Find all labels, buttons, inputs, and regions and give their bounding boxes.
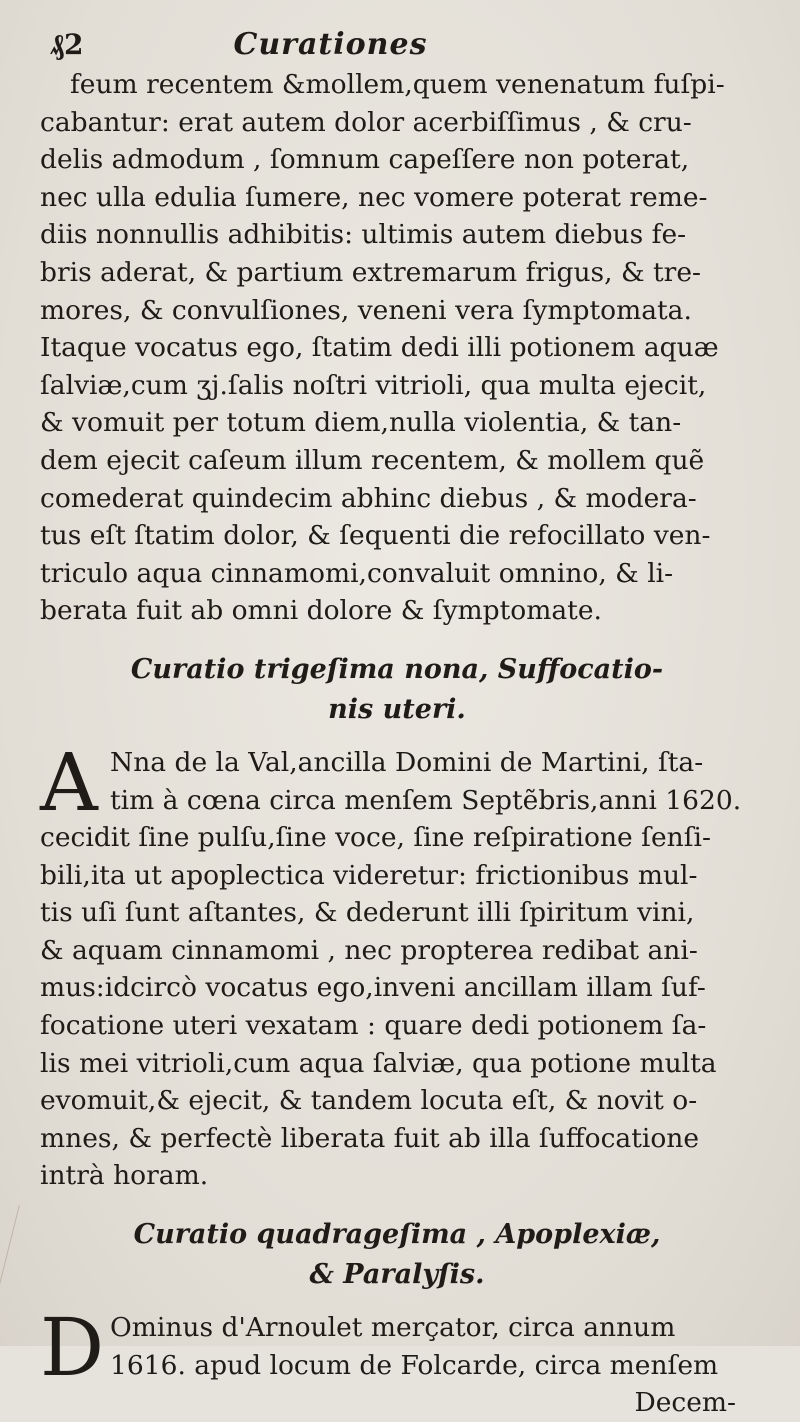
text-line: Ominus d'Arnoulet merçator, circa annum [110,1312,676,1344]
text-line: Nna de la Val,ancilla Domini de Martini, ſta- [110,746,704,778]
text-line: berata fuit ab omni dolore & ſymptomate. [40,595,602,627]
text-line: ſalviæ,cum ʒj.ſalis noſtri vitrioli, qua multa ejecit, [40,369,707,401]
text-line: dem ejecit caſeum illum recentem, & mollem quẽ [40,444,705,476]
heading-line: nis uteri. [328,693,466,725]
catchword: Decem- [634,1387,736,1419]
drop-cap: D [40,1301,105,1395]
text-line: Itaque vocatus ego, ſtatim dedi illi potionem aquæ [40,332,719,364]
paragraph-2 [40,735,754,1195]
heading-line: Curatio quadrageſima , Apoplexiæ, [133,1219,661,1251]
text-line: & aquam cinnamomi , nec propterea redibat ani- [40,934,698,966]
text-line: nec ulla edulia ſumere, nec vomere poterat reme- [40,181,708,213]
paragraph-3 [40,1301,754,1422]
text-line: lis mei vitrioli,cum aqua ſalviæ, qua potione multa [40,1047,717,1079]
text-line: feum recentem &mollem,quem venenatum fuſpi- [70,69,725,100]
text-line: cabantur: erat autem dolor acerbiſſimus , & cru- [40,106,692,138]
text-line: 1616. apud locum de Folcarde, circa menſem [110,1349,719,1381]
text-line: bris aderat, & partium extremarum frigus, & tre- [40,256,701,288]
page-number: ₰2 [50,28,84,61]
text-line: mus:idcircò vocatus ego,inveni ancillam illam ſuf- [40,972,706,1004]
running-head [40,28,754,66]
text-line: focatione uteri vexatam : quare dedi potionem ſa- [40,1010,707,1042]
page-mark-decoration [0,1205,39,1327]
text-line: tus eſt ſtatim dolor, & ſequenti die refocillato ven- [40,520,711,552]
text-line: triculo aqua cinnamomi,convaluit omnino, & li- [40,557,674,589]
text-line: tim à cœna circa menſem Septẽbris,anni 1620. [110,784,742,816]
text-line: tis uſi ſunt aſtantes, & dederunt illi ſpiritum vini, [40,897,695,929]
text-line: delis admodum , ſomnum capeſſere non poterat, [40,144,690,176]
text-line: comederat quindecim abhinc diebus , & modera- [40,482,697,514]
heading-line: Curatio trigeſima nona, Suffocatio- [130,653,664,685]
text-line: & vomuit per totum diem,nulla violentia, & tan- [40,407,682,439]
text-line: mnes, & perfectè liberata fuit ab illa ſuffocatione [40,1122,700,1154]
text-line: intrà horam. [40,1160,209,1192]
text-line: diis nonnullis adhibitis: ultimis autem diebus fe- [40,219,687,251]
text-line: bili,ita ut apoplectica videretur: frictionibus mul- [40,859,698,891]
paragraph-1 [40,66,754,630]
section-heading-40 [40,1215,754,1295]
drop-cap: A [40,735,98,829]
running-title: Curationes [233,27,428,62]
text-line: evomuit,& ejecit, & tandem locuta eſt, & novit o- [40,1085,698,1117]
heading-line: & Paralyſis. [309,1259,485,1291]
text-line: cecidit ſine pulſu,ſine voce, ſine reſpiratione ſenſi- [40,822,711,854]
text-line: mores, & convulſiones, veneni vera ſymptomata. [40,294,692,326]
main-text [40,66,754,1422]
section-heading-39 [40,650,754,730]
